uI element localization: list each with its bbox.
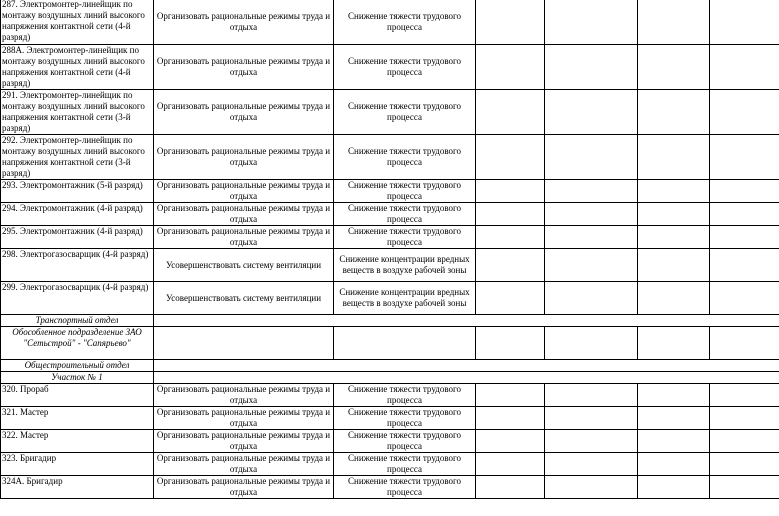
measure-text: Организовать рациональные режимы труда и отдыха bbox=[154, 135, 334, 180]
empty-cell bbox=[476, 407, 545, 430]
empty-cell bbox=[710, 476, 779, 499]
empty-cell bbox=[545, 203, 638, 226]
workplace-name: 321. Мастер bbox=[1, 407, 154, 430]
table-row bbox=[1, 135, 779, 180]
section-row bbox=[1, 372, 779, 384]
empty-cell bbox=[710, 430, 779, 453]
section-row bbox=[1, 360, 779, 372]
empty-cell bbox=[545, 249, 638, 282]
empty-cell bbox=[710, 282, 779, 315]
goal-text: Снижение концентрации вредных веществ в воздухе рабочей зоны bbox=[334, 282, 476, 315]
empty-cell bbox=[476, 384, 545, 407]
workplace-name: 323. Бригадир bbox=[1, 453, 154, 476]
empty-cell bbox=[476, 90, 545, 135]
measure-text: Организовать рациональные режимы труда и отдыха bbox=[154, 180, 334, 203]
empty-cell bbox=[545, 180, 638, 203]
empty-cell bbox=[154, 315, 779, 327]
empty-cell bbox=[154, 327, 334, 360]
measure-text: Организовать рациональные режимы труда и отдыха bbox=[154, 407, 334, 430]
empty-cell bbox=[638, 384, 710, 407]
empty-cell bbox=[476, 45, 545, 90]
measure-text: Организовать рациональные режимы труда и отдыха bbox=[154, 226, 334, 249]
empty-cell bbox=[710, 135, 779, 180]
workplace-name: 291. Электромонтер-линейщик по монтажу воздушных линий высокого напряжения контактной сети (3-й разряд) bbox=[1, 90, 154, 135]
empty-cell bbox=[710, 0, 779, 45]
section-title: Общестроительный отдел bbox=[1, 360, 154, 372]
table-row bbox=[1, 249, 779, 282]
empty-cell bbox=[545, 407, 638, 430]
goal-text: Снижение тяжести трудового процесса bbox=[334, 0, 476, 45]
empty-cell bbox=[476, 180, 545, 203]
empty-cell bbox=[476, 226, 545, 249]
goal-text: Снижение тяжести трудового процесса bbox=[334, 45, 476, 90]
empty-cell bbox=[710, 327, 779, 360]
empty-cell bbox=[638, 282, 710, 315]
table-row bbox=[1, 407, 779, 430]
workplace-name: 320. Прораб bbox=[1, 384, 154, 407]
empty-cell bbox=[476, 430, 545, 453]
measure-text: Организовать рациональные режимы труда и отдыха bbox=[154, 203, 334, 226]
section-title: Обособленное подразделение ЗАО "Сетьстрой" - "Сапярьево" bbox=[1, 327, 154, 360]
measure-text: Организовать рациональные режимы труда и отдыха bbox=[154, 476, 334, 499]
goal-text: Снижение тяжести трудового процесса bbox=[334, 453, 476, 476]
measure-text: Организовать рациональные режимы труда и отдыха bbox=[154, 90, 334, 135]
empty-cell bbox=[545, 476, 638, 499]
goal-text: Снижение тяжести трудового процесса bbox=[334, 135, 476, 180]
empty-cell bbox=[476, 476, 545, 499]
empty-cell bbox=[710, 180, 779, 203]
measure-text: Усовершенствовать систему вентиляции bbox=[154, 282, 334, 315]
goal-text: Снижение концентрации вредных веществ в воздухе рабочей зоны bbox=[334, 249, 476, 282]
measure-text: Усовершенствовать систему вентиляции bbox=[154, 249, 334, 282]
table-row bbox=[1, 476, 779, 499]
table-row bbox=[1, 203, 779, 226]
empty-cell bbox=[545, 135, 638, 180]
empty-cell bbox=[545, 90, 638, 135]
empty-cell bbox=[476, 0, 545, 45]
workplace-name: 293. Электромонтажник (5-й разряд) bbox=[1, 180, 154, 203]
table-row bbox=[1, 180, 779, 203]
empty-cell bbox=[710, 45, 779, 90]
workplace-name: 294. Электромонтажник (4-й разряд) bbox=[1, 203, 154, 226]
empty-cell bbox=[638, 226, 710, 249]
empty-cell bbox=[638, 430, 710, 453]
goal-text: Снижение тяжести трудового процесса bbox=[334, 203, 476, 226]
empty-cell bbox=[545, 0, 638, 45]
empty-cell bbox=[638, 135, 710, 180]
empty-cell bbox=[638, 476, 710, 499]
empty-cell bbox=[476, 135, 545, 180]
workplace-name: 298. Электрогазосварщик (4-й разряд) bbox=[1, 249, 154, 282]
section-title: Транспортный отдел bbox=[1, 315, 154, 327]
section-row bbox=[1, 315, 779, 327]
empty-cell bbox=[638, 0, 710, 45]
goal-text: Снижение тяжести трудового процесса bbox=[334, 476, 476, 499]
empty-cell bbox=[710, 203, 779, 226]
table-row bbox=[1, 384, 779, 407]
empty-cell bbox=[710, 453, 779, 476]
table-row bbox=[1, 90, 779, 135]
empty-cell bbox=[545, 384, 638, 407]
empty-cell bbox=[710, 90, 779, 135]
empty-cell bbox=[638, 453, 710, 476]
table-row bbox=[1, 282, 779, 315]
measure-text: Организовать рациональные режимы труда и отдыха bbox=[154, 45, 334, 90]
workplace-name: 324А. Бригадир bbox=[1, 476, 154, 499]
measure-text: Организовать рациональные режимы труда и отдыха bbox=[154, 384, 334, 407]
goal-text: Снижение тяжести трудового процесса bbox=[334, 430, 476, 453]
goal-text: Снижение тяжести трудового процесса bbox=[334, 407, 476, 430]
empty-cell bbox=[710, 249, 779, 282]
measure-text: Организовать рациональные режимы труда и отдыха bbox=[154, 0, 334, 45]
empty-cell bbox=[710, 407, 779, 430]
empty-cell bbox=[638, 45, 710, 90]
empty-cell bbox=[545, 327, 638, 360]
table-row bbox=[1, 226, 779, 249]
empty-cell bbox=[476, 203, 545, 226]
workplace-name: 299. Электрогазосварщик (4-й разряд) bbox=[1, 282, 154, 315]
goal-text: Снижение тяжести трудового процесса bbox=[334, 90, 476, 135]
empty-cell bbox=[638, 249, 710, 282]
measure-text: Организовать рациональные режимы труда и отдыха bbox=[154, 430, 334, 453]
empty-cell bbox=[476, 327, 545, 360]
empty-cell bbox=[545, 45, 638, 90]
goal-text: Снижение тяжести трудового процесса bbox=[334, 180, 476, 203]
table-row bbox=[1, 430, 779, 453]
goal-text: Снижение тяжести трудового процесса bbox=[334, 226, 476, 249]
empty-cell bbox=[710, 384, 779, 407]
empty-cell bbox=[545, 226, 638, 249]
table-row bbox=[1, 0, 779, 45]
empty-cell bbox=[638, 180, 710, 203]
empty-cell bbox=[154, 360, 779, 372]
table-row bbox=[1, 453, 779, 476]
empty-cell bbox=[476, 282, 545, 315]
empty-cell bbox=[545, 430, 638, 453]
workplace-name: 322. Мастер bbox=[1, 430, 154, 453]
section-title: Участок № 1 bbox=[1, 372, 154, 384]
empty-cell bbox=[334, 327, 476, 360]
section-row bbox=[1, 327, 779, 360]
goal-text: Снижение тяжести трудового процесса bbox=[334, 384, 476, 407]
empty-cell bbox=[154, 372, 779, 384]
empty-cell bbox=[638, 203, 710, 226]
empty-cell bbox=[476, 249, 545, 282]
empty-cell bbox=[710, 226, 779, 249]
empty-cell bbox=[638, 407, 710, 430]
empty-cell bbox=[638, 90, 710, 135]
workplace-name: 295. Электромонтажник (4-й разряд) bbox=[1, 226, 154, 249]
empty-cell bbox=[638, 327, 710, 360]
workplace-name: 287. Электромонтер-линейщик по монтажу воздушных линий высокого напряжения контактной сети (4-й разряд) bbox=[1, 0, 154, 45]
empty-cell bbox=[476, 453, 545, 476]
empty-cell bbox=[545, 453, 638, 476]
workplace-name: 288А. Электромонтер-линейщик по монтажу воздушных линий высокого напряжения контактной сети (4-й разряд) bbox=[1, 45, 154, 90]
empty-cell bbox=[545, 282, 638, 315]
workplace-name: 292. Электромонтер-линейщик по монтажу воздушных линий высокого напряжения контактной сети (3-й разряд) bbox=[1, 135, 154, 180]
table-row bbox=[1, 45, 779, 90]
measure-text: Организовать рациональные режимы труда и отдыха bbox=[154, 453, 334, 476]
